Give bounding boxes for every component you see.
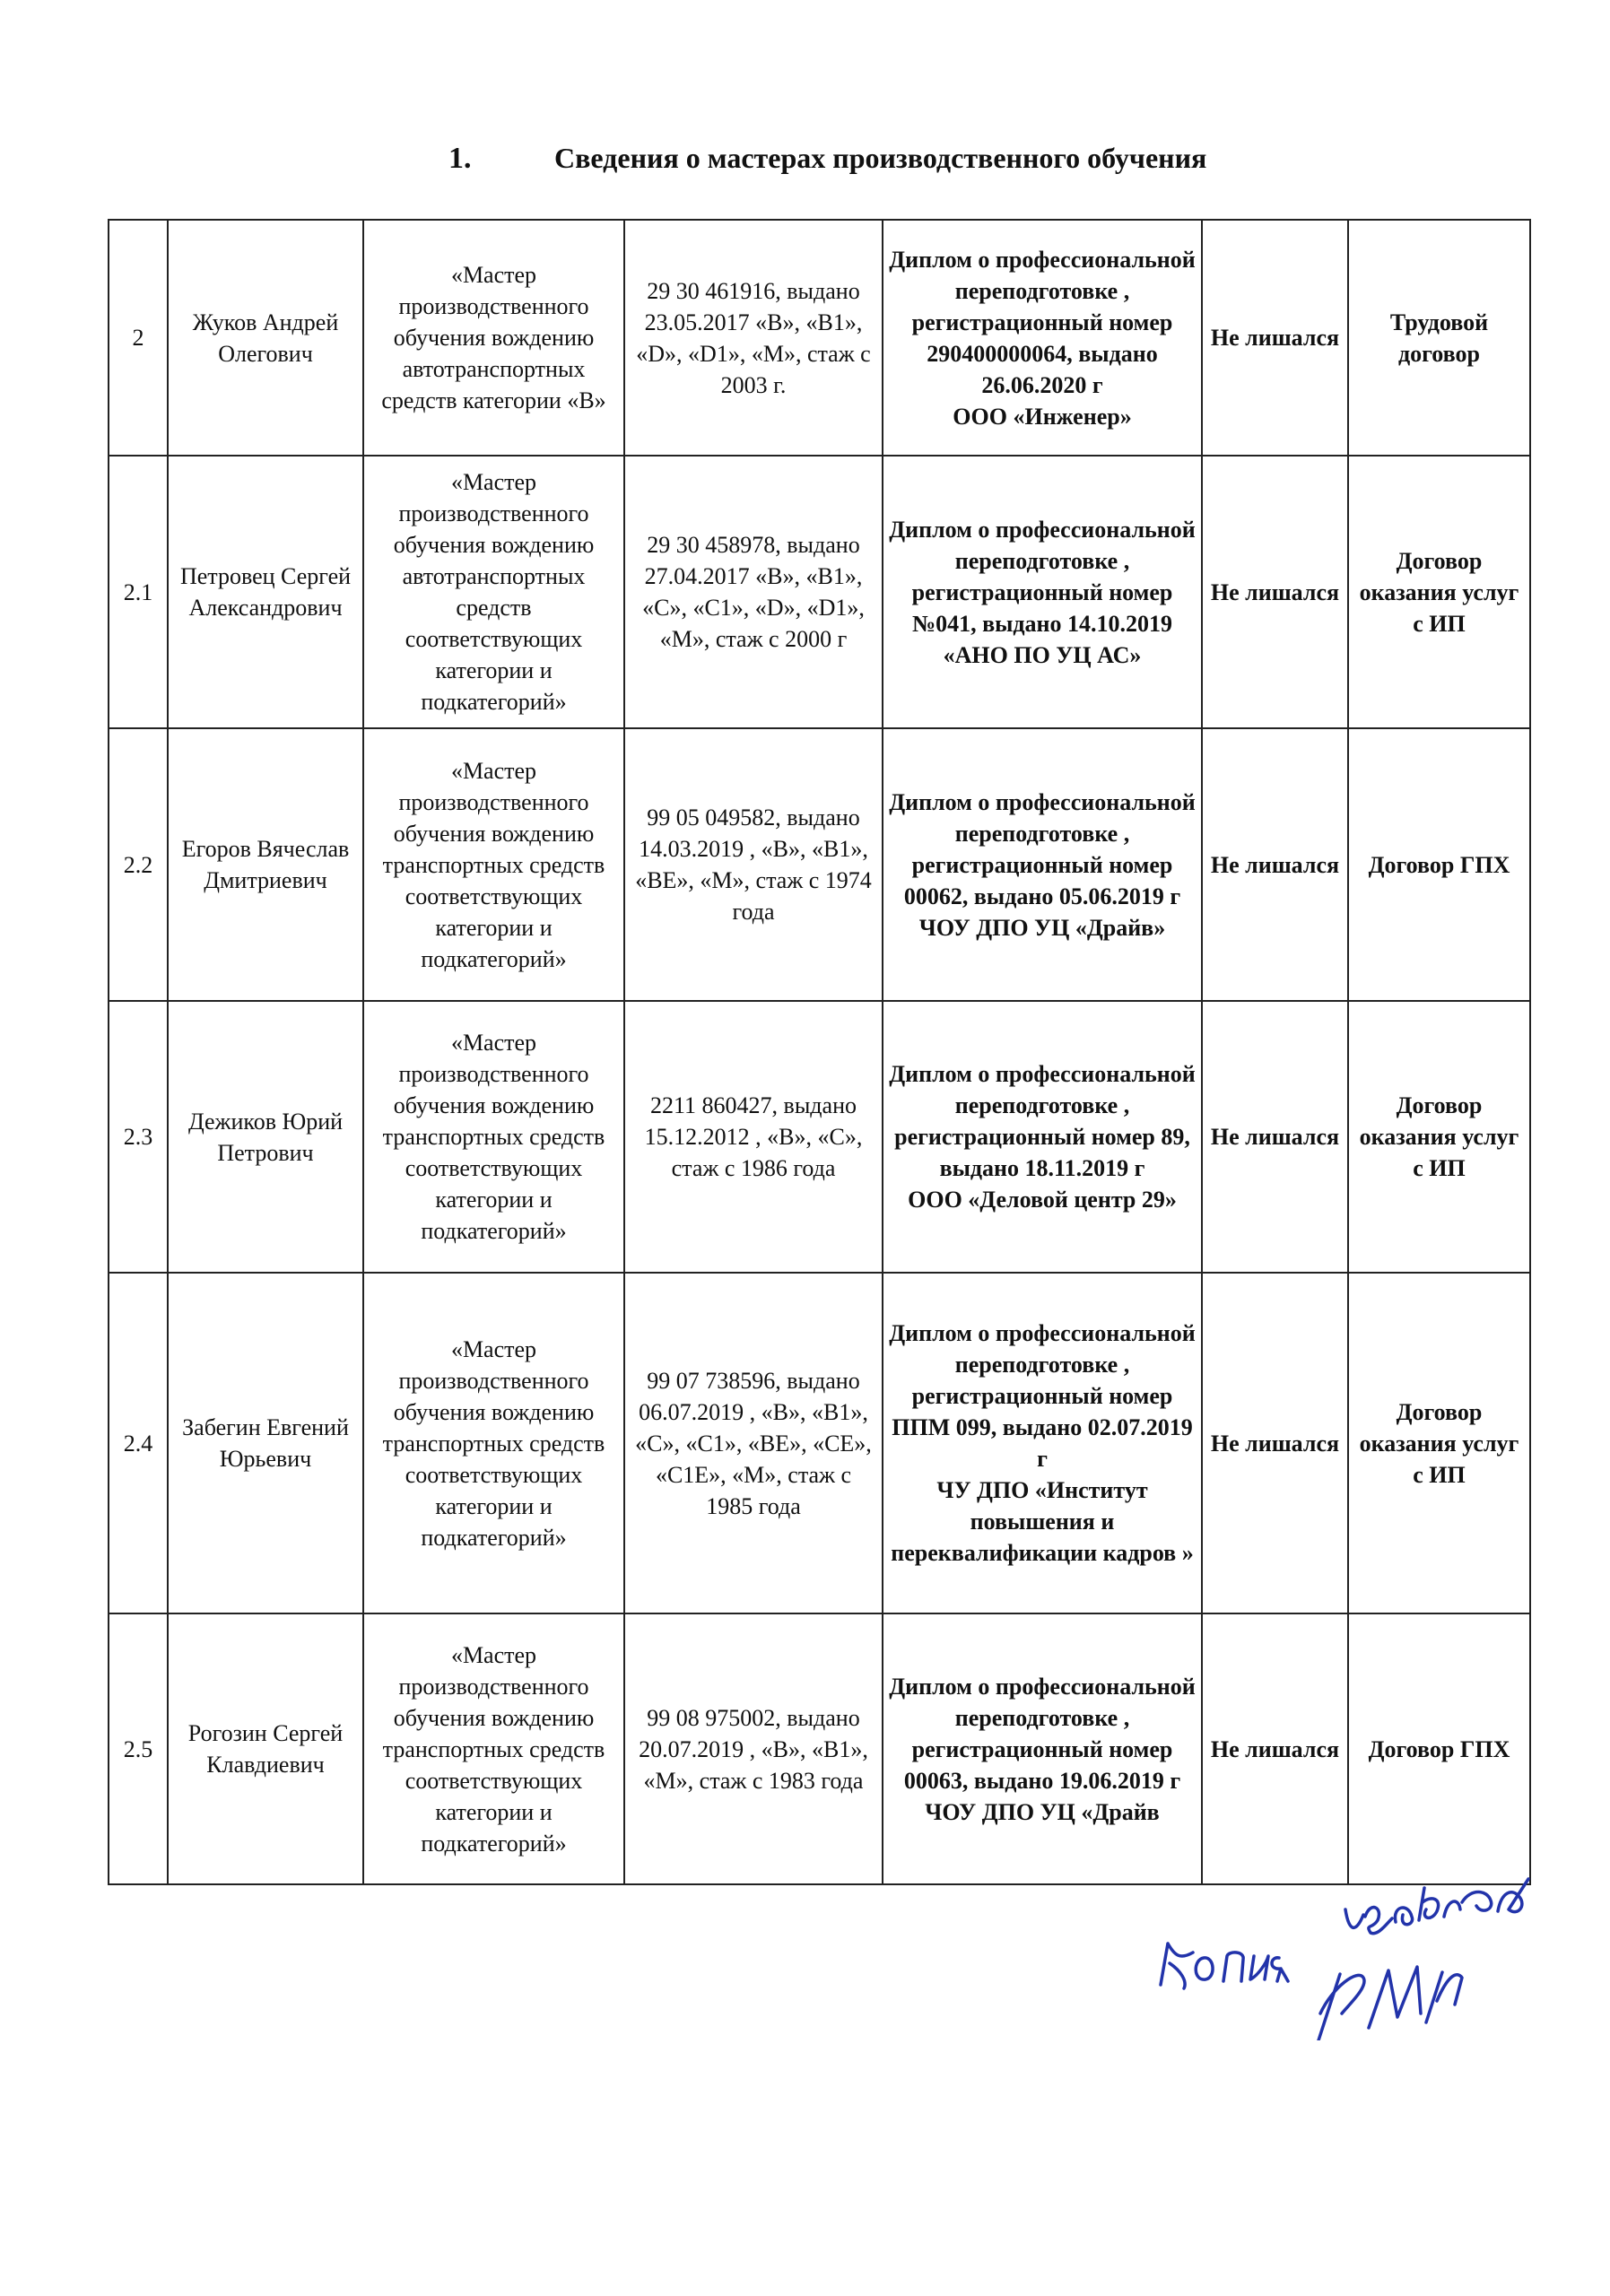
document-line: ООО «Инженер»	[953, 403, 1132, 430]
license-deprivation: Не лишался	[1202, 1001, 1348, 1273]
document-line: регистрационный номер ППМ 099, выдано 02.07.2019 г	[892, 1383, 1193, 1472]
education-document	[883, 1613, 1202, 1884]
document-line: Диплом о профессиональной переподготовке ,	[889, 1673, 1196, 1731]
contract-type: Договор оказания услуг с ИП	[1348, 1273, 1530, 1613]
table-row	[109, 1273, 1530, 1613]
masters-table	[108, 219, 1531, 1885]
contract-type: Договор оказания услуг с ИП	[1348, 456, 1530, 728]
qualification: «Мастер производственного обучения вождению транспортных средств соответствующих категории и подкатегорий»	[363, 1273, 624, 1613]
education-document	[883, 1273, 1202, 1613]
driver-license: 99 07 738596, выдано 06.07.2019 , «В», «В1», «С», «С1», «ВЕ», «СЕ», «С1Е», «М», стаж с 1985 года	[624, 1273, 883, 1613]
document-line: регистрационный номер 00063, выдано 19.06.2019 г	[903, 1735, 1181, 1794]
driver-license: 29 30 461916, выдано 23.05.2017 «В», «В1», «D», «D1», «М», стаж с 2003 г.	[624, 220, 883, 456]
document-line: ЧОУ ДПО УЦ «Драйв»	[918, 914, 1166, 941]
row-number: 2.3	[109, 1001, 168, 1273]
page-header	[0, 135, 1610, 188]
education-document	[883, 220, 1202, 456]
qualification: «Мастер производственного обучения вождению транспортных средств соответствующих категории и подкатегорий»	[363, 728, 624, 1001]
license-deprivation: Не лишался	[1202, 728, 1348, 1001]
document-line: ООО «Деловой центр 29»	[908, 1187, 1177, 1213]
table-row	[109, 220, 1530, 456]
license-deprivation: Не лишался	[1202, 1273, 1348, 1613]
education-document	[883, 456, 1202, 728]
driver-license: 29 30 458978, выдано 27.04.2017 «В», «В1», «С», «С1», «D», «D1», «М», стаж с 2000 г	[624, 456, 883, 728]
document-line: Диплом о профессиональной переподготовке ,	[889, 1320, 1196, 1378]
document-line: Диплом о профессиональной переподготовке ,	[889, 246, 1196, 304]
document-line: регистрационный номер 290400000064, выдано 26.06.2020 г	[911, 309, 1173, 398]
document-line: Диплом о профессиональной переподготовке ,	[889, 516, 1196, 574]
license-deprivation: Не лишался	[1202, 220, 1348, 456]
document-line: регистрационный номер №041, выдано 14.10.2019 «АНО ПО УЦ АС»	[911, 578, 1173, 668]
qualification: «Мастер производственного обучения вождению автотранспортных средств категории «В»	[363, 220, 624, 456]
license-deprivation: Не лишался	[1202, 1613, 1348, 1884]
row-number: 2	[109, 220, 168, 456]
handwritten-signature	[1157, 1870, 1552, 2040]
document-line: ЧУ ДПО «Институт повышения и переквалификации кадров »	[891, 1477, 1194, 1566]
driver-license: 2211 860427, выдано 15.12.2012 , «В», «С», стаж с 1986 года	[624, 1001, 883, 1273]
qualification: «Мастер производственного обучения вождению автотранспортных средств соответствующих категории и подкатегорий»	[363, 456, 624, 728]
contract-type: Договор оказания услуг с ИП	[1348, 1001, 1530, 1273]
master-name: Петровец Сергей Александрович	[168, 456, 363, 728]
row-number: 2.4	[109, 1273, 168, 1613]
qualification: «Мастер производственного обучения вождению транспортных средств соответствующих категории и подкатегорий»	[363, 1001, 624, 1273]
table-row	[109, 1613, 1530, 1884]
row-number: 2.2	[109, 728, 168, 1001]
document-line: регистрационный номер 00062, выдано 05.06.2019 г	[903, 851, 1181, 909]
master-name: Рогозин Сергей Клавдиевич	[168, 1613, 363, 1884]
row-number: 2.1	[109, 456, 168, 728]
education-document	[883, 728, 1202, 1001]
qualification: «Мастер производственного обучения вождению транспортных средств соответствующих категории и подкатегорий»	[363, 1613, 624, 1884]
master-name: Егоров Вячеслав Дмитриевич	[168, 728, 363, 1001]
master-name: Жуков Андрей Олегович	[168, 220, 363, 456]
document-line: ЧОУ ДПО УЦ «Драйв	[925, 1798, 1160, 1825]
contract-type: Договор ГПХ	[1348, 728, 1530, 1001]
contract-type: Договор ГПХ	[1348, 1613, 1530, 1884]
master-name: Забегин Евгений Юрьевич	[168, 1273, 363, 1613]
driver-license: 99 05 049582, выдано 14.03.2019 , «В», «В1», «ВЕ», «М», стаж с 1974 года	[624, 728, 883, 1001]
section-number: 1.	[448, 142, 472, 175]
document-line: регистрационный номер 89, выдано 18.11.2019 г	[894, 1124, 1190, 1181]
master-name: Дежиков Юрий Петрович	[168, 1001, 363, 1273]
row-number: 2.5	[109, 1613, 168, 1884]
document-line: Диплом о профессиональной переподготовке ,	[889, 1061, 1196, 1118]
table-row	[109, 456, 1530, 728]
contract-type: Трудовой договор	[1348, 220, 1530, 456]
table-row	[109, 1001, 1530, 1273]
table-row	[109, 728, 1530, 1001]
driver-license: 99 08 975002, выдано 20.07.2019 , «В», «В1», «М», стаж с 1983 года	[624, 1613, 883, 1884]
document-line: Диплом о профессиональной переподготовке ,	[889, 788, 1196, 847]
license-deprivation: Не лишался	[1202, 456, 1348, 728]
education-document	[883, 1001, 1202, 1273]
page-title: Сведения о мастерах производственного обучения	[554, 142, 1207, 174]
